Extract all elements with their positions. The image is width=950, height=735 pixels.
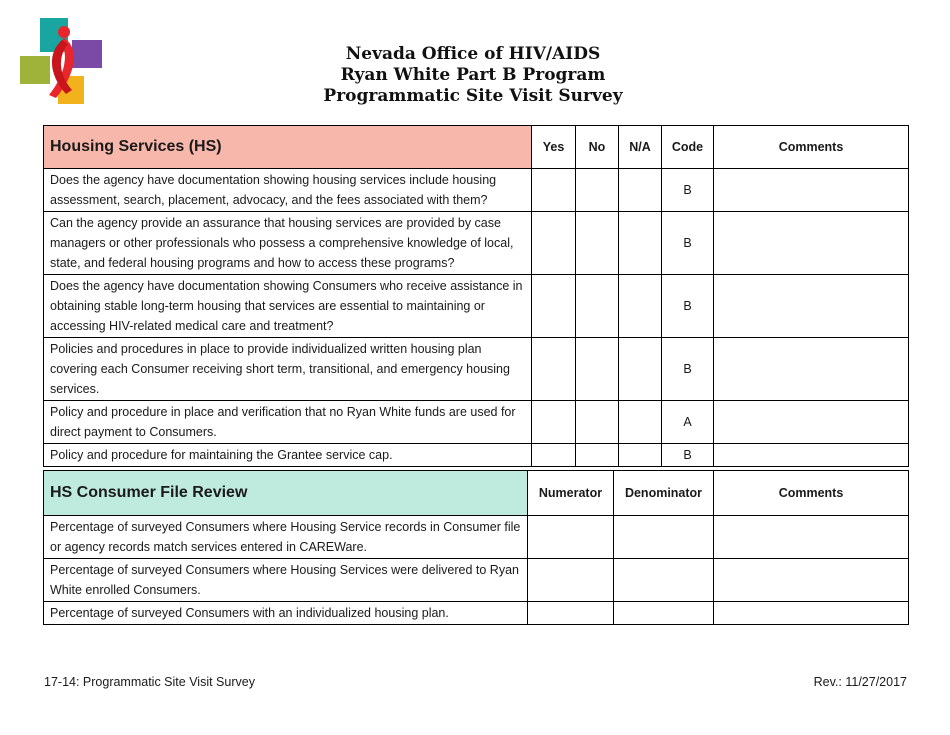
no-cell[interactable] [576,338,619,401]
code-column-header: Code [662,126,714,169]
file-review-table [43,470,909,625]
comments-column-header: Comments [714,126,909,169]
numerator-cell[interactable] [528,559,614,602]
no-cell[interactable] [576,275,619,338]
nevada-hiv-logo [20,18,104,106]
section-title: Housing Services (HS) [44,126,532,169]
table-row [44,516,909,559]
yes-cell[interactable] [532,444,576,467]
table-row [44,169,909,212]
question-text: Policy and procedure in place and verification that no Ryan White funds are used for direct payment to Consumers. [44,401,532,444]
header-line-2: Ryan White Part B Program [340,65,606,85]
yes-cell[interactable] [532,275,576,338]
header-line-1: Nevada Office of HIV/AIDS [345,44,601,64]
yes-cell[interactable] [532,169,576,212]
comments-cell[interactable] [714,516,909,559]
comments-cell[interactable] [714,212,909,275]
denominator-cell[interactable] [614,602,714,625]
footer-revision-date: Rev.: 11/27/2017 [813,675,907,689]
numerator-cell[interactable] [528,516,614,559]
na-cell[interactable] [619,444,662,467]
yes-cell[interactable] [532,338,576,401]
question-text: Percentage of surveyed Consumers where Housing Services were delivered to Ryan White enrolled Consumers. [44,559,528,602]
question-text: Does the agency have documentation showing Consumers who receive assistance in obtaining stable long-term housing that services are essential to maintaining or accessing HIV-related medical care and treatment? [44,275,532,338]
denominator-cell[interactable] [614,516,714,559]
code-cell: B [662,169,714,212]
code-cell: A [662,401,714,444]
na-cell[interactable] [619,401,662,444]
comments-cell[interactable] [714,444,909,467]
denominator-column-header: Denominator [614,471,714,516]
red-ribbon-icon [36,18,88,106]
no-cell[interactable] [576,444,619,467]
question-text: Policy and procedure for maintaining the Grantee service cap. [44,444,532,467]
na-cell[interactable] [619,169,662,212]
question-text: Policies and procedures in place to provide individualized written housing plan covering each Consumer receiving short term, transitional, and emergency housing services. [44,338,532,401]
na-cell[interactable] [619,338,662,401]
yes-cell[interactable] [532,212,576,275]
table-row [44,275,909,338]
numerator-column-header: Numerator [528,471,614,516]
section-title: HS Consumer File Review [44,471,528,516]
document-header [240,44,706,107]
table-row [44,401,909,444]
comments-cell[interactable] [714,401,909,444]
question-text: Percentage of surveyed Consumers with an individualized housing plan. [44,602,528,625]
na-cell[interactable] [619,275,662,338]
header-line-3: Programmatic Site Visit Survey [323,86,623,106]
housing-services-table [43,125,909,467]
no-cell[interactable] [576,401,619,444]
table-row [44,338,909,401]
code-cell: B [662,275,714,338]
comments-cell[interactable] [714,338,909,401]
numerator-cell[interactable] [528,602,614,625]
table-row [44,444,909,467]
denominator-cell[interactable] [614,559,714,602]
yes-column-header: Yes [532,126,576,169]
na-column-header: N/A [619,126,662,169]
comments-cell[interactable] [714,275,909,338]
yes-cell[interactable] [532,401,576,444]
na-cell[interactable] [619,212,662,275]
question-text: Can the agency provide an assurance that housing services are provided by case managers or other professionals who possess a comprehensive knowledge of local, state, and federal housing programs and how to access these programs? [44,212,532,275]
comments-cell[interactable] [714,169,909,212]
comments-cell[interactable] [714,602,909,625]
comments-column-header: Comments [714,471,909,516]
code-cell: B [662,444,714,467]
no-cell[interactable] [576,169,619,212]
code-cell: B [662,212,714,275]
table-row [44,559,909,602]
code-cell: B [662,338,714,401]
question-text: Does the agency have documentation showing housing services include housing assessment, search, placement, advocacy, and the fees associated with them? [44,169,532,212]
comments-cell[interactable] [714,559,909,602]
table-row [44,602,909,625]
footer-form-id: 17-14: Programmatic Site Visit Survey [44,675,255,689]
table-row [44,212,909,275]
no-column-header: No [576,126,619,169]
no-cell[interactable] [576,212,619,275]
question-text: Percentage of surveyed Consumers where Housing Service records in Consumer file or agency records match services entered in CAREWare. [44,516,528,559]
